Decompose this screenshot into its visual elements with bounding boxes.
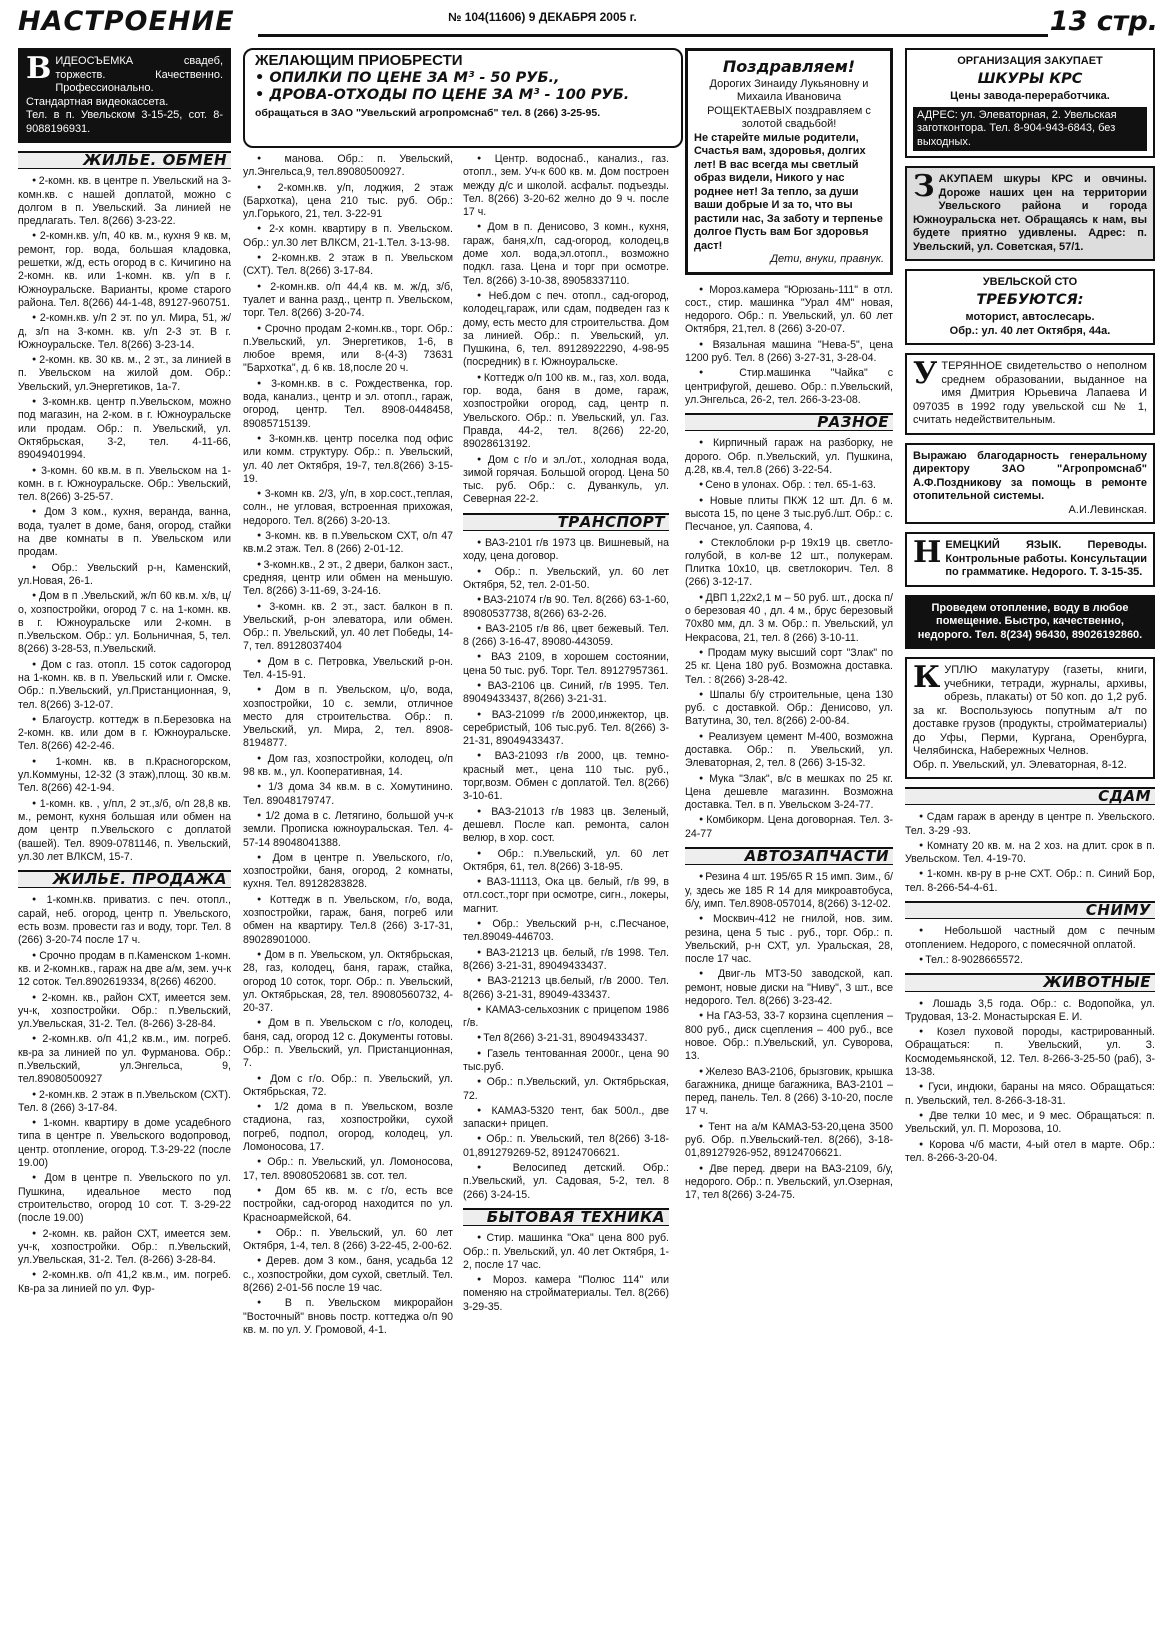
classified-item: ● Дом в п. Увельском, ц/о, вода, хозпостройки, 10 с. земли, отличное место для строительства. Обр.: п. Увельский, ул. Мира, 2, тел. 8908-8194877. [243, 683, 453, 750]
drop-cap: К [913, 660, 941, 695]
classified-item: ● Стир. машинка "Ока" цена 800 руб. Обр.: п. Увельский, ул. 40 лет Октября, 1-2, после 17 час. [463, 1231, 669, 1272]
classified-item: ● ВАЗ-21099 г/в 2000,инжектор, цв. серебристый, 106 тыс.руб. Тел. 8(266) 3-21-31, 89049433437. [463, 708, 669, 749]
classified-item: ● 2-комн. кв. район СХТ, имеется зем. уч-к, хозпостройки. Обр.: п.Увельский, ул.Увельская, 31-2. Тел. (8-266) 3-28-84. [18, 1227, 231, 1268]
section-parts: АВТОЗАПЧАСТИ [685, 847, 893, 865]
classified-item: ● 1/2 дома в с. Летягино, большой уч-к земли. Прописка южноуральская. Тел. 4-57-14 89048041388. [243, 809, 453, 850]
classified-item: ● Дом в п. Денисово, 3 комн., кухня, гараж, баня,х/п, сад-огород, колодец,в доме хол. вода,эл.отопл., возможно подкл. газа. Цена и торг при осмотре. Тел. 8(266) 3-10-38, 89058337110. [463, 220, 669, 287]
classified-item: ● Дом 65 кв. м. с г/о, есть все постройки, сад-огород находится по ул. Красноармейской, 64. [243, 1184, 453, 1225]
classified-item: ● 2-комн. кв. в центре п. Увельский на 3-комн.кв. с нашей доплатой, можно с долгом в п. Увельский. За линией не предлагать. Тел. 8(266) 3-23-22. [18, 174, 231, 228]
classified-item: ● Коттедж в п. Увельском, г/о, вода, хозпостройки, гараж, баня, погреб или обмен на квартиру. Тел.8 (266) 3-17-31, 89028901000. [243, 893, 453, 947]
classified-item: ● Козел пуховой породы, кастрированный. Обращаться: п. Увельский, ул. З. Космодемьянской, 12. Тел. 8-266-3-25-50 (раб), 3-13-38. [905, 1025, 1155, 1079]
classified-item: ● Стир.машинка "Чайка" с центрифугой, дешево. Обр.: п.Увельский, ул.Энгельса, 26-2, тел. 266-3-23-08. [685, 366, 893, 407]
classified-item: ● Центр. водоснаб., канализ., газ. отопл., зем. Уч-к 600 кв. м. Дом построен между д/с и школой. асфальт. подъезды. Тел. 8(266) 3-20-62 желно до 9 ч. после 17 ч. [463, 152, 669, 219]
classified-item: ● ВАЗ-2101 г/в 1973 цв. Вишневый, на ходу, цена договор. [463, 536, 669, 564]
drop-cap: Н [913, 535, 942, 570]
sto-l2: ТРЕБУЮТСЯ: [976, 291, 1084, 308]
classified-item: ● 1-комн.кв. приватиз. с печ. отопл., сарай, неб. огород, центр п. Увельского, есть возм. провести газ и воду, торг. Тел. 8 (266) 3-20-74 после 17 ч. [18, 893, 231, 947]
list-sale [18, 893, 231, 1296]
classified-item: ● ВАЗ-2106 цв. Синий, г/в 1995. Тел. 89049433437, 8(266) 3-21-31. [463, 679, 669, 707]
classified-item: ● 1-комн. квартиру в доме усадебного типа в центре п. Увельского водопровод, центр. отопление, огород. Т.3-29-22 (после 19.00) [18, 1116, 231, 1170]
ad-congrats [685, 48, 893, 275]
classified-item: ● Велосипед детский. Обр.: п.Увельский, ул. Садовая, 5-2, тел. 8 (266) 3-24-15. [463, 1161, 669, 1202]
ad-buy-title: ЖЕЛАЮЩИМ ПРИОБРЕСТИ [255, 52, 463, 69]
ad-buy-line2: • ДРОВА-ОТХОДЫ ПО ЦЕНЕ ЗА М³ - 100 РУБ. [255, 87, 630, 103]
skins-l2: ШКУРЫ КРС [977, 70, 1083, 87]
masthead [18, 6, 1158, 44]
classified-item: ● манова. Обр.: п. Увельский, ул.Энгельса,9, тел.89080500927. [243, 152, 453, 180]
classified-item: ● 2-комн.кв. у/п 2 эт. по ул. Мира, 51, ж/д, з/п на 3-комн. кв. у/п 2-3 эт. В г. Южноуральске. Тел. 8(266) 3-23-14. [18, 311, 231, 352]
list-sale-cont [243, 152, 453, 1337]
classified-item: ● Реализуем цемент М-400, возможна доставка. Обр.: п. Увельский, ул. Элеваторная, 2, тел. 8 (266) 3-15-32. [685, 730, 893, 771]
ad-skins2 [905, 166, 1155, 261]
classified-item: ● Дом в п .Увельский, ж/п 60 кв.м. х/в, ц/о, хозпостройки, огород 7 с. на 1-комн. кв. в г. Южноуральске или 2-комн. в п.Увельском. Обр.: ул. Больничная, 5, тел. 8(266) 3-28-53, п.Увельский. [18, 589, 231, 656]
classified-item: ● Газель тентованная 2000г., цена 90 тыс.руб. [463, 1047, 669, 1075]
section-rentwant: СНИМУ [905, 901, 1155, 919]
issue-date: № 104(11606) 9 ДЕКАБРЯ 2005 г. [448, 10, 637, 24]
column-3 [463, 152, 669, 1632]
classified-item: ● 1/3 дома 34 кв.м. в с. Хомутинино. Тел. 89048179747. [243, 780, 453, 808]
ad-buy-line1: • ОПИЛКИ ПО ЦЕНЕ ЗА М³ - 50 РУБ., [255, 69, 560, 86]
classified-item: ● 3-комн.кв. в с. Рождественка, гор. вода, канализ., центр и эл. отопл., гараж, огород, центр. Тел. 8908-0448458, 89085715139. [243, 377, 453, 431]
ad-text: АКУПАЕМ шкуры КРС и овчины. Дороже наших цен на территории Увельского района и города Южноуральска нет. Обращаясь к нам, вы будете приятно удивлены. Адрес: п. Увельский, ул. Советская, 57/1. [913, 173, 1147, 253]
classified-item: ● Тел.: 8-9028665572. [905, 953, 1155, 967]
list-appliances-cont [685, 283, 893, 408]
list-misc [685, 436, 893, 841]
congrats-sign: Дети, внуки, правнук. [770, 253, 884, 265]
ad-paper [905, 657, 1155, 779]
classified-item: ● ВАЗ-21213 цв. белый, г/в 1998. Тел. 8(266) 3-21-31, 89049433437. [463, 946, 669, 974]
ad-thanks [905, 443, 1155, 525]
ad-text: ЕМЕЦКИЙ ЯЗЫК. Переводы. Контрольные работы. Консультации по грамматике. Недорого. Т. 3-15-35. [945, 539, 1147, 578]
classified-item: ● Срочно продам в п.Каменском 1-комн. кв. и 2-комн.кв., гараж на две а/м, зем. уч-к 12 соток. Тел.8902619334, 8(266) 46200. [18, 949, 231, 990]
classified-item: ● 2-комн.кв. о/п 41,2 кв.м., им. погреб. Кв-ра за линией по ул. Фур- [18, 1268, 231, 1296]
list-animals [905, 997, 1155, 1166]
classified-item: ● 2-х комн. квартиру в п. Увельском. Обр.: ул.30 лет ВЛКСМ, 21-1.Тел. 3-13-98. [243, 222, 453, 250]
classified-item: ● Тел 8(266) 3-21-31, 89049433437. [463, 1031, 669, 1045]
paper-contact: Обр. п. Увельский, ул. Элеваторная, 8-12. [913, 758, 1127, 771]
ad-sto [905, 269, 1155, 345]
page-title: НАСТРОЕНИЕ [18, 6, 235, 37]
classified-item: ● ВАЗ-21074 г/в 90. Тел. 8(266) 63-1-60, 89080537738, 8(266) 63-2-26. [463, 593, 669, 621]
classified-item: ● Сдам гараж в аренду в центре п. Увельского. Тел. 3-29 -93. [905, 810, 1155, 838]
classified-item: ● Москвич-412 не гнилой, нов. зим. резина, цена 5 тыс . руб., торг. Обр.: п. Увельский, р-н СХТ, ул. Уральская, 28, после 17 час. [685, 912, 893, 966]
ad-text: ТЕРЯННОЕ свидетельство о неполном среднем образовании, выданное на имя Дмитрия Юрьевича Лапаева И 097035 в 1992 году увельской сш № 1, считать недействительным. [913, 360, 1147, 426]
classified-item: ● ВАЗ-2105 г/в 86, цвет бежевый. Тел. 8 (266) 3-16-47, 89080-443059. [463, 622, 669, 650]
section-exchange: ЖИЛЬЕ. ОБМЕН [18, 151, 231, 169]
classified-item: ● Дом в центре п. Увельского по ул. Пушкина, идеальное место под строительство, огород 10 сот. Т. 3-29-22 (после 19.00) [18, 1171, 231, 1225]
drop-cap: У [913, 356, 938, 391]
classified-item: ● Обр.: п. Увельский, ул. 60 лет Октября, 52, тел. 2-01-50. [463, 565, 669, 593]
classified-item: ● Коттедж о/п 100 кв. м., газ, хол. вода, гор. вода, баня в доме, гараж, хозпостройки огород, сад, центр п. Увельского. Обр.: п. Увельский, ул. Газ. Правда, 44-2, тел. 8(266) 22-20, 89028613192. [463, 371, 669, 452]
classified-item: ● 2-комн.кв. у/п, 40 кв. м., кухня 9 кв. м, ремонт, гор. вода, большая кладовка, решетки, ж/д, есть огород в с. Кичигино на 2-комн. кв. или 1-комн. кв. у/п в г. Южноуральске. Варианты, кроме старого района. Тел. 8(266) 44-1-48, 89127-960751. [18, 229, 231, 310]
drop-cap: В [26, 51, 52, 86]
ad-heating [905, 595, 1155, 650]
classified-item: ● Обр.: п. Увельский, ул. Ломоносова, 17, тел. 89080520681 зв. сот. тел. [243, 1155, 453, 1183]
classified-item: ● Новые плиты ПКЖ 12 шт. Дл. 6 м. высота 15, по цене 3 тыс.руб./шт. Обр.: с. Песчаное, ул. Саяпова, 4. [685, 494, 893, 535]
classified-item: ● Обр.: п. Увельский, ул. 60 лет Октября, 1-4, тел. 8 (266) 3-22-45, 2-00-62. [243, 1226, 453, 1254]
ad-buy [243, 48, 683, 148]
skins-addr: АДРЕС: ул. Элеваторная, 2. Увельская заготконтора. Тел. 8-904-943-6843, без выходных. [913, 107, 1147, 152]
list-appliances [463, 1231, 669, 1314]
classified-item: ● 3-комн кв. 2/3, у/п, в хор.сост.,теплая, солн., не угловая, встроенная прихожая, недорого. Тел. 8(266) 3-20-13. [243, 487, 453, 528]
classified-item: ● 3-комн.кв., 2 эт., 2 двери, балкон заст., средняя, центр или обмен на меньшую. Тел. 8(266) 3-11-69, 3-24-16. [243, 558, 453, 599]
classified-item: ● Небольшой частный дом с печным отоплением. Недорого, с помесячной оплатой. [905, 924, 1155, 952]
classified-item: ● 3-комн. кв. 2 эт., заст. балкон в п. Увельский, р-он элеватора, или обмен. Обр.: п. Увельский, ул. 40 лет Победы, 14-7, тел. 89128037404 [243, 600, 453, 654]
sto-l1: УВЕЛЬСКОЙ СТО [982, 276, 1078, 288]
congrats-body: Дорогих Зинаиду Лукьяновну и Михаила Ивановича РОЩЕКТАЕВЫХ поздравляем с золотой свадьбой! [707, 77, 871, 130]
classified-item: ● Дом с г/о. Обр.: п. Увельский, ул. Октябрьская, 72. [243, 1072, 453, 1100]
classified-item: ● КАМАЗ-5320 тент, бак 500л., две запаски+ прицеп. [463, 1104, 669, 1132]
section-animals: ЖИВОТНЫЕ [905, 973, 1155, 991]
classified-item: ● Комбикорм. Цена договорная. Тел. 3-24-77 [685, 813, 893, 841]
ad-text: ИДЕОСЪЕМКА свадеб, торжеств. Качественно. Профессионально. Стандартная видеокассета. [26, 55, 223, 108]
classified-item: ● Дом в п. Увельском с г/о, колодец, баня, сад, огород 12 с. Документы готовы. Обр.: п. Увельский, ул. Пристанционная, 7. [243, 1016, 453, 1070]
classified-item: ● 3-комн. 60 кв.м. в п. Увельском на 1-комн. в г. Южноуральске. Обр.: Увельский, тел. 8(266) 3-25-57. [18, 464, 231, 505]
column-5 [905, 48, 1155, 1633]
classified-item: ● Обр.: Увельский р-н, Каменский, ул.Новая, 26-1. [18, 561, 231, 589]
classified-item: ● В п. Увельском микрорайон "Восточный" вновь постр. коттеджа о/п 90 кв. м. по ул. У. Громовой, 4-1. [243, 1296, 453, 1337]
classified-item: ● Корова ч/б масти, 4-ый отел в марте. Обр.: тел. 8-266-3-20-04. [905, 1138, 1155, 1166]
classified-item: ● Двиг-ль МТЗ-50 заводской, кап. ремонт, новые диски на "Ниву", 3 шт., все недорого. Тел. 8(266) 3-23-42. [685, 967, 893, 1008]
skins-l1: ОРГАНИЗАЦИЯ ЗАКУПАЕТ [957, 55, 1103, 67]
list-rent [905, 810, 1155, 895]
classified-item: ● Кирпичный гараж на разборку, не дорого. Обр. п.Увельский, ул. Пушкина, д.28, кв.4, тел.8 (266) 3-22-54. [685, 436, 893, 477]
thanks-text: Выражаю благодарность генеральному директору ЗАО "Агропромснаб" А.Ф.Поздникову за помощь в ремонте отопительной системы. [913, 449, 1147, 502]
classified-item: ● Две телки 10 мес, и 9 мес. Обращаться: п. Увельский, ул. П. Морозова, 10. [905, 1109, 1155, 1137]
classified-item: ● 2-комн.кв. у/п, лоджия, 2 этаж (Бархотка), цена 210 тыс. руб. Обр.: ул.Горького, 21, тел. 3-22-91 [243, 181, 453, 222]
classified-item: ● Обр.: п.Увельский, ул. 60 лет Октября, 61, тел. 8(266) 3-18-95. [463, 847, 669, 875]
sto-l3: моторист, автослесарь. [965, 311, 1095, 323]
column-4 [685, 48, 893, 1633]
classified-item: ● Дом в центре п. Увельского, г/о, хозпостройки, баня, огород, 2 комнаты, кухня. Тел. 89128283828. [243, 851, 453, 892]
classified-item: ● Благоустр. коттедж в п.Березовка на 2-комн. кв. или дом в г. Южноуральске. Тел. 8(266) 42-2-46. [18, 713, 231, 754]
drop-cap: З [913, 169, 935, 204]
classified-item: ● Продам муку высший сорт "Злак" по 25 кг. Цена 180 руб. Возможна доставка. Тел. : 8(266) 3-28-42. [685, 646, 893, 687]
classified-item: ● ВАЗ-21013 г/в 1983 цв. Зеленый, дешевл. После кап. ремонта, салон велюр, в хор. сост. [463, 805, 669, 846]
classified-item: ● Резина 4 шт. 195/65 R 15 имп. Зим., б/у, здесь же 185 R 14 для микроавтобуса, б/у, имп. Тел.8908-057014, 8(266) 3-12-02. [685, 870, 893, 911]
heating-text: Проведем отопление, воду в любое помещение. Быстро, качественно, недорого. Тел. 8(234) 96430, 89026192860. [917, 601, 1143, 641]
list-parts [685, 870, 893, 1202]
classified-item: ● 1/2 дома в п. Увельском, возле стадиона, газ, хозпостройки, сухой погреб, подпол, огород, колодец, ул. Ломоносова, 17. [243, 1100, 453, 1154]
sto-addr: Обр.: ул. 40 лет Октября, 44а. [949, 324, 1111, 337]
classified-item: ● Железо ВАЗ-2106, брызговик, крышка багажника, днище багажника, ВАЗ-2101 – перед, панель. Тел. 8 (266) 3-10-20, после 17 ч. [685, 1065, 893, 1119]
classified-item: ● ВАЗ-11113, Ока цв. белый, г/в 99, в отл.сост.,торг при осмотре, сигн., локеры, магнит. [463, 875, 669, 916]
ad-video [18, 48, 231, 143]
classified-item: ● Вязальная машина "Нева-5", цена 1200 руб. Тел. 8 (266) 3-27-31, 3-28-04. [685, 338, 893, 366]
classified-item: ● 3-комн. кв. в п.Увельском СХТ, о/п 47 кв.м.2 этаж. Тел. 8 (266) 2-01-12. [243, 529, 453, 557]
ad-phone: Тел. в п. Увельском 3-15-25, сот. 8-9088196931. [26, 109, 223, 135]
classified-item: ● 2-комн.кв. 2 этаж в п.Увельском (СХТ). Тел. 8 (266) 3-17-84. [18, 1088, 231, 1116]
classified-item: ● Дом 3 ком., кухня, веранда, ванна, вода, туалет в доме, баня, огород, стайки на две комнаты в п. Увельском или продам. [18, 505, 231, 559]
thanks-sign: А.И.Левинская. [1068, 503, 1147, 516]
classified-item: ● 3-комн.кв. центр п.Увельском, можно под магазин, на 2-ком. в г. Южноуральске или продам. Обр.: п. Увельский, ул. Октябрьская, 3-2, тел. 4-11-66, 89049401994. [18, 395, 231, 462]
page-number: 13 стр. [1049, 6, 1158, 37]
ad-german [905, 532, 1155, 587]
column-1 [18, 48, 231, 1633]
classified-item: ● Мука "Злак", в/с в мешках по 25 кг. Цена дешевле магазинн. Возможна доставка. Тел. в п. Увельском 3-24-77. [685, 772, 893, 813]
skins-l3: Цены завода-переработчика. [950, 90, 1110, 102]
congrats-poem: Не старейте милые родители, Счастья вам, здоровья, долгих лет! В вас всегда мы светлый образ видели, Никого у нас роднее нет! За тепло, за души ваши добрые И за то, что вы растили нас, За заботу и терпенье долгое Пусть вам Бог здоровья даст! [694, 131, 883, 252]
classified-item: ● Шпалы б/у строительные, цена 130 руб. с доставкой. Обр.: Денисово, ул. Ватутина, 30, тел. 8(266) 2-00-84. [685, 688, 893, 729]
classified-item: ● На ГАЗ-53, 33-7 корзина сцепления –800 руб., диск сцепления – 400 руб., все новое. Обр.: п.Увельский, ул. Суворова, 13. [685, 1009, 893, 1063]
classified-item: ● Тент на а/м КАМАЗ-53-20,цена 3500 руб. Обр. п.Увельский-тел. 8(266), 3-18-01,89127926-952, 89124706621. [685, 1120, 893, 1161]
classified-item: ● Гуси, индюки, бараны на мясо. Обращаться: п. Увельский, тел. 8-266-3-18-31. [905, 1080, 1155, 1108]
list-rentwant [905, 924, 1155, 967]
classified-item: ● Дерев. дом 3 ком., баня, усадьба 12 с., хозпостройки, дом сухой, светлый. Тел. 8(266) 2-01-56 после 19 час. [243, 1254, 453, 1295]
classified-item: ● 1-комн. кв-ру в р-не СХТ. Обр.: п. Синий Бор, тел. 8-266-54-4-61. [905, 867, 1155, 895]
classified-item: ● 1-комн. кв. , у/пл, 2 эт.,з/б, о/п 28,8 кв. м., ремонт, кухня большая или обмен на дом центр п.Увельского с доплатой (вашей). Тел. 8909-0781146, п. Увельский, ул.30 лет ВЛКСМ, 15-7. [18, 797, 231, 864]
section-transport: ТРАНСПОРТ [463, 513, 669, 531]
classified-item: ● Стеклоблоки р-р 19x19 цв. светло-голубой, в кол-ве 12 шт., полукерам. Плитка 10х10, цв. светлокорич. Тел. 8 (266) 3-12-17. [685, 536, 893, 590]
classified-item: ● 2-комн.кв. о/п 44,4 кв. м. ж/д, з/б, туалет и ванна разд., центр п. Увельском, торг. Тел. 8(266) 3-20-74. [243, 280, 453, 321]
classified-item: ● 2-комн.кв. 2 этаж в п. Увельском (СХТ). Тел. 8(266) 3-17-84. [243, 251, 453, 279]
classified-item: ● Сено в улонах. Обр. : тел. 65-1-63. [685, 478, 893, 492]
classified-item: ● Мороз.камера "Юрюзань-111" в отл. сост., стир. машинка "Урал 4М" новая, недорого. Обр.: п. Увельский, ул. 60 лет Октября, 21,тел. 8 (266) 3-20-07. [685, 283, 893, 337]
classified-item: ● Две перед. двери на ВАЗ-2109, б/у, недорого. Обр.: п. Увельский, ул.Озерная, 17, тел 8(266) 3-24-75. [685, 1162, 893, 1203]
column-2 [243, 152, 453, 1632]
classified-item: ● Неб.дом с печ. отопл., сад-огород, колодец,гараж, или сдам, подведен газ к дому, есть место для строительства. Дом за линией. Обр.: п. Увельский, ул. Пушкина, 6, тел. 89128922290, 4-98-95 (посредник) в г. Южноуральске. [463, 289, 669, 370]
classified-item: ● КАМАЗ-сельхозник с прицепом 1986 г/в. [463, 1003, 669, 1031]
classified-item: ● 2-комн. кв. 30 кв. м., 2 эт., за линией в п. Увельском на жилой дом. Обр.: Увельский, ул.Энергетиков, 1а-7. [18, 353, 231, 394]
section-rent: СДАМ [905, 787, 1155, 805]
classified-item: ● Лошадь 3,5 года. Обр.: с. Водопойка, ул. Трудовая, 13-2. Монастырская Е. И. [905, 997, 1155, 1025]
classified-item: ● Дом с г/о и эл./от., холодная вода, зимой горячая. Большой огород. Цена 50 тыс. руб. Обр.: с. Дуванкуль, ул. Северная 22-2. [463, 453, 669, 507]
ad-buy-contact: обращаться в ЗАО "Увельский агропромснаб" тел. 8 (266) 3-25-95. [255, 106, 601, 119]
classified-item: ● Обр.: Увельский р-н, с.Песчаное, тел.89049-446703. [463, 917, 669, 945]
classified-item: ● Обр.: п. Увельский, тел 8(266) 3-18-01,891279269-52, 89124706621. [463, 1132, 669, 1160]
classified-item: ● ВАЗ 2109, в хорошем состоянии, цена 50 тыс. руб. Торг. Тел. 89127957361. [463, 650, 669, 678]
ad-lost [905, 353, 1155, 435]
classified-item: ● Мороз. камера "Полюс 114" или поменяю на стройматериалы. Тел. 8(266) 3-29-35. [463, 1273, 669, 1314]
classified-item: ● ВАЗ-21093 г/в 2000, цв. темно-красный мет., цена 110 тыс. руб., торг,возм. Обмен с доплатой. Тел. 8(266) 3-10-61. [463, 749, 669, 803]
classified-item: ● ВАЗ-21213 цв.белый, г/в 2000. Тел. 8(266) 3-21-31, 89049-433437. [463, 974, 669, 1002]
classified-item: ● Комнату 20 кв. м. на 2 хоз. на длит. срок в п. Увельском. Тел. 4-19-70. [905, 839, 1155, 867]
list-transport [463, 536, 669, 1202]
section-sale: ЖИЛЬЕ. ПРОДАЖА [18, 870, 231, 888]
classified-item: ● Дом в с. Петровка, Увельский р-он. Тел. 4-15-91. [243, 655, 453, 683]
classified-item: ● 3-комн.кв. центр поселка под офис или комм. структуру. Обр.: п. Увельский, ул. 40 лет Октября, 19-7, тел.8(266) 3-15-19. [243, 432, 453, 486]
section-appliances: БЫТОВАЯ ТЕХНИКА [463, 1208, 669, 1226]
classified-item: ● Дом газ, хозпостройки, колодец, о/п 98 кв. м., ул. Кооперативная, 14. [243, 752, 453, 780]
section-misc: РАЗНОЕ [685, 413, 893, 431]
list-sale-cont2 [463, 152, 669, 507]
classified-item: ● 2-комн. кв., район СХТ, имеется зем. уч-к, хозпостройки. Обр.: п.Увельский, ул.Увельская, 31-2. Тел. (8-266) 3-28-84. [18, 991, 231, 1032]
classified-item: ● 1-комн. кв. в п.Красногорском, ул.Коммуны, 12-32 (3 этаж),площ. 30 кв.м. Тел. 8(266) 42-1-94. [18, 755, 231, 796]
ad-text: УПЛЮ макулатуру (газеты, книги, учебники, тетради, журналы, архивы, обрезь, плакаты) от 50 коп. до 1,2 руб. за кг. Воспользуюсь попутным а/т по доставке грузов (продукты, стройматериалы) до Уфы, Перми, Кургана, Оренбурга, Челябинска, Набережных Челнов. [913, 664, 1147, 757]
classified-item: ● Срочно продам 2-комн.кв., торг. Обр.: п.Увельский, ул. Энергетиков, 1-6, в любое время, или 8-(4-3) 73631 "Бархотка", д. 6 кв. 18,после 20 ч. [243, 322, 453, 376]
classified-item: ● Дом в п. Увельском, ул. Октябрьская, 28, газ, колодец, баня, гараж, стайка, огород 10 соток, торг. Обр.: п. Увельский, ул. Октябрьская, 28, тел. 89080560732, 4-20-37. [243, 948, 453, 1015]
classified-item: ● Обр.: п.Увельский, ул. Октябрьская, 72. [463, 1075, 669, 1103]
ad-skins [905, 48, 1155, 158]
masthead-rule [258, 34, 1048, 37]
classified-item: ● Дом с газ. отопл. 15 соток садогород на 1-комн. кв. в п. Увельский или г. Омске. Обр.: п.Увельский, ул.Пристанционная, 9, тел. 8(266) 3-12-07. [18, 658, 231, 712]
classified-item: ● 2-комн.кв. о/п 41,2 кв.м., им. погреб. кв-ра за линией по ул. Фурманова. Обр.: п.Увельский, ул.Энгельса, 9, тел.89080500927 [18, 1032, 231, 1086]
congrats-title: Поздравляем! [722, 57, 856, 76]
list-exchange [18, 174, 231, 864]
classified-item: ● ДВП 1,22х2,1 м – 50 руб. шт., доска п/о березовая 40 , дл. 4 м., брус березовый 70х80 мм, дл. 3 м. Обр.: п. Увельский, ул Некрасова, 21, тел. 8 (266) 3-10-11. [685, 591, 893, 645]
